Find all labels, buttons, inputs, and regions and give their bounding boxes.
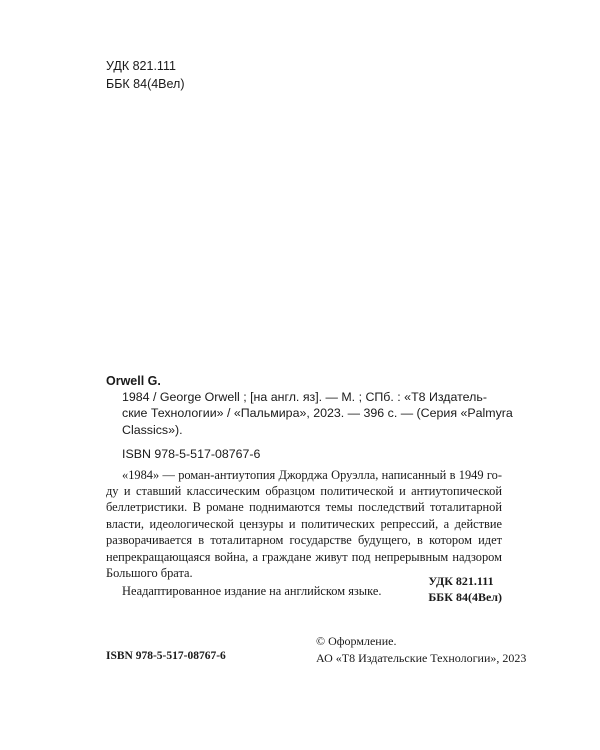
annotation-line: непрекращающаяся война, а граждане живут под непрерывным надзором <box>106 549 502 564</box>
classification-codes-right <box>428 573 502 605</box>
author-heading: Orwell G. <box>106 374 161 388</box>
title-line: ские Технологии» / «Пальмира», 2023. — 396 с. — (Серия «Palmyra <box>122 406 513 421</box>
bbk-code: ББК 84(4Вел) <box>428 590 502 604</box>
edition-note: Неадаптированное издание на английском языке. <box>122 584 382 599</box>
title-line: 1984 / George Orwell ; [на англ. яз]. — М. ; СПб. : «Т8 Издатель- <box>122 390 487 404</box>
copyright-notice <box>316 633 526 667</box>
title-line: Classics»). <box>122 422 183 437</box>
footer-isbn: ISBN 978-5-517-08767-6 <box>106 650 226 662</box>
annotation-line: «1984» — роман-антиутопия Джорджа Оруэлла, написанный в 1949 го- <box>122 467 502 482</box>
record-isbn: ISBN 978-5-517-08767-6 <box>122 447 261 462</box>
annotation-line: разворачивается в тоталитарном государстве будущего, в котором идет <box>106 533 502 548</box>
udk-code: УДК 821.111 <box>428 574 494 588</box>
udk-code: УДК 821.111 <box>106 59 176 73</box>
title-description <box>106 389 513 438</box>
annotation-line: власти, идеологической цензуры и политических репрессий, а действие <box>106 516 502 531</box>
annotation-line: беллетристики. В романе поднимаются темы последствий тоталитарной <box>106 500 502 515</box>
copyright-line: © Оформление. <box>316 634 397 648</box>
annotation-line: ду и ставший классическим образцом политической и антиутопической <box>106 484 502 499</box>
classification-codes-top <box>106 57 185 93</box>
bibliographic-record <box>106 373 513 600</box>
annotation-line: Большого брата. <box>106 566 193 581</box>
annotation <box>106 467 502 582</box>
bbk-code: ББК 84(4Вел) <box>106 77 185 91</box>
copyright-line: АО «Т8 Издательские Технологии», 2023 <box>316 651 527 665</box>
